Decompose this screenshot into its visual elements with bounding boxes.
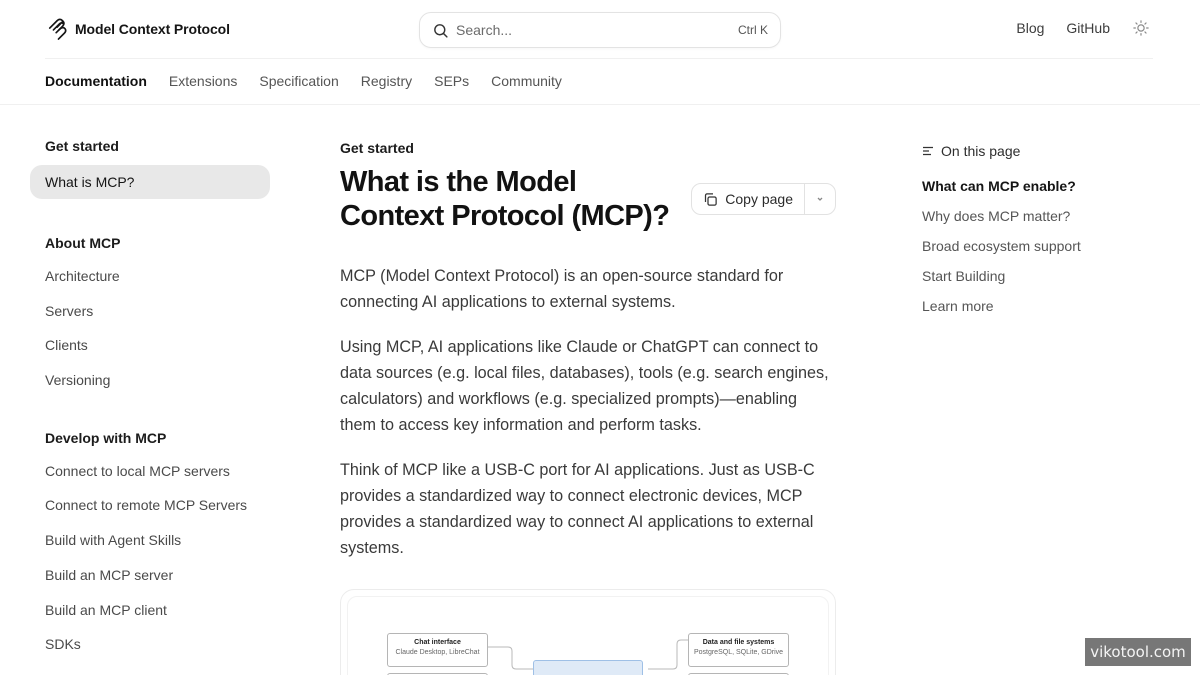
diagram-mcp-hub [533, 660, 643, 675]
tab-community[interactable]: Community [491, 73, 562, 89]
copy-page-label: Copy page [725, 191, 793, 207]
chat-interface-subtitle: Claude Desktop, LibreChat [395, 649, 480, 656]
toc-heading [922, 143, 1152, 159]
search-bar[interactable] [419, 12, 781, 48]
copy-page-group [691, 183, 836, 215]
search-icon [432, 22, 449, 39]
theme-toggle-button[interactable] [1132, 19, 1150, 37]
sidebar-item-build-server[interactable]: Build an MCP server [45, 566, 174, 583]
sidebar-item-versioning[interactable]: Versioning [45, 372, 111, 389]
toc-item-ecosystem[interactable]: Broad ecosystem support [922, 238, 1081, 254]
usb-c-paragraph: Think of MCP like a USB-C port for AI applications. Just as USB-C provides a standardized way to connect electronic devices, MCP provides a standardized way to connect AI applications to external systems. [340, 461, 815, 557]
tab-seps[interactable]: SEPs [434, 73, 470, 89]
sidebar-item-architecture[interactable]: Architecture [45, 268, 120, 284]
sidebar-item-clients[interactable]: Clients [45, 337, 88, 354]
tabs-divider [0, 104, 1200, 105]
top-header [0, 0, 1200, 59]
search-shortcut: Ctrl K [738, 23, 768, 37]
sidebar-item-connect-local[interactable]: Connect to local MCP servers [45, 462, 230, 479]
tab-specification[interactable]: Specification [259, 73, 339, 89]
sidebar-nav [30, 130, 270, 662]
usage-paragraph: Using MCP, AI applications like Claude or ChatGPT can connect to data sources (e.g. local files, databases), tools (e.g. search engines, calculators) and workflows (e.g. specialized prompts)—enabling them to access key information and perform tasks. [340, 338, 829, 434]
sidebar-item-sdks[interactable]: SDKs [45, 636, 81, 653]
on-this-page-toc [922, 143, 1152, 321]
mcp-logo-icon [47, 17, 69, 41]
toc-item-why-mcp-matters[interactable]: Why does MCP matter? [922, 208, 1071, 224]
sidebar-item-build-client[interactable]: Build an MCP client [45, 601, 167, 618]
search-placeholder: Search... [456, 22, 513, 38]
intro-paragraph: MCP (Model Context Protocol) is an open-source standard for connecting AI applications to external systems. [340, 267, 784, 311]
watermark: vikotool.com [1085, 638, 1191, 666]
data-systems-subtitle: PostgreSQL, SQLite, GDrive [693, 649, 784, 656]
sidebar-group-develop-with-mcp: Develop with MCP [45, 429, 167, 446]
toc-item-what-can-mcp-enable[interactable]: What can MCP enable? [922, 178, 1076, 194]
copy-page-button[interactable] [692, 184, 805, 214]
section-eyebrow: Get started [340, 140, 414, 156]
main-content [340, 140, 836, 561]
github-link[interactable]: GitHub [1066, 20, 1110, 36]
sidebar-group-about-mcp: About MCP [45, 235, 121, 251]
chat-interface-title: Chat interface [414, 639, 461, 646]
mcp-architecture-diagram [340, 589, 836, 675]
toc-item-start-building[interactable]: Start Building [922, 268, 1006, 284]
brand-name: Model Context Protocol [75, 21, 230, 37]
section-tabs [45, 59, 562, 105]
sidebar-item-what-is-mcp[interactable]: What is MCP? [30, 165, 270, 199]
page-title: What is the Model Context Protocol (MCP)? [340, 166, 670, 232]
diagram-box-chat-interface [387, 633, 488, 667]
sun-icon [1132, 19, 1150, 37]
list-icon [922, 145, 934, 157]
header-links [1016, 19, 1150, 37]
tab-registry[interactable]: Registry [360, 73, 413, 89]
diagram-canvas [347, 596, 829, 675]
sidebar-item-connect-remote[interactable]: Connect to remote MCP Servers [45, 497, 248, 514]
title-row [340, 165, 836, 233]
copy-icon [703, 192, 718, 207]
blog-link[interactable]: Blog [1016, 20, 1045, 36]
diagram-box-data-systems [688, 633, 789, 667]
sidebar-group-get-started: Get started [45, 138, 119, 154]
copy-options-dropdown[interactable] [805, 184, 835, 214]
sidebar-item-agent-skills[interactable]: Build with Agent Skills [45, 532, 182, 549]
toc-heading-label: On this page [941, 143, 1021, 159]
brand-logo[interactable] [47, 17, 230, 41]
sidebar-item-servers[interactable]: Servers [45, 302, 94, 319]
tab-documentation[interactable]: Documentation [45, 59, 147, 105]
tab-extensions[interactable]: Extensions [168, 73, 238, 89]
toc-item-learn-more[interactable]: Learn more [922, 298, 994, 314]
data-systems-title: Data and file systems [702, 639, 775, 646]
chevron-down-icon [815, 194, 825, 204]
